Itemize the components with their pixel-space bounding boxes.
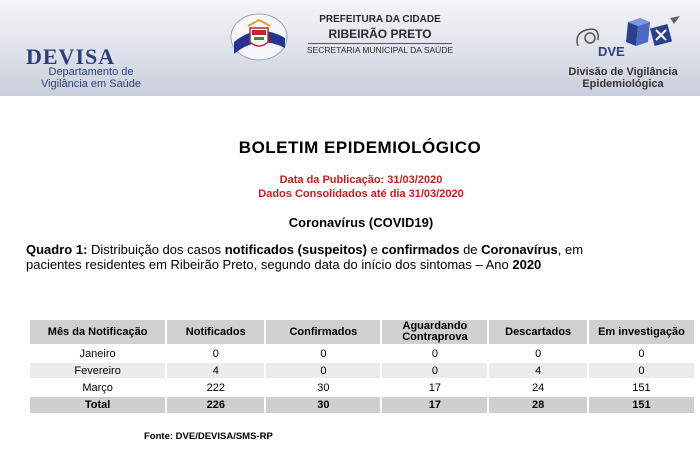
bulletin-title: BOLETIM EPIDEMIOLÓGICO — [238, 138, 482, 157]
dve-caption — [548, 66, 698, 90]
prefeitura-line: PREFEITURA DA CIDADE — [319, 14, 441, 25]
month-cell: Março — [30, 380, 165, 395]
table-cell: 0 — [589, 363, 694, 378]
table-cell: 0 — [167, 346, 264, 361]
consolidated-date: Dados Consolidados até dia 31/03/2020 — [258, 188, 464, 200]
total-label: Total — [30, 397, 165, 413]
table-cell: 30 — [266, 380, 380, 395]
cases-table — [28, 318, 696, 415]
disease-heading: Coronavírus (COVID19) — [288, 215, 434, 230]
table-cell: 0 — [589, 346, 694, 361]
table-row — [30, 363, 694, 378]
devisa-sub-line1: Departamento de — [48, 66, 134, 78]
table-cell: 4 — [167, 363, 264, 378]
publication-info — [0, 173, 700, 201]
table-cell: 222 — [167, 380, 264, 395]
quadro-text: de — [459, 242, 482, 257]
quadro-text: Distribuição dos casos — [87, 242, 225, 257]
prefeitura-divider — [308, 43, 452, 44]
total-row — [30, 397, 694, 413]
table-row — [30, 380, 694, 395]
total-cell: 226 — [167, 397, 264, 413]
column-header: Notificados — [167, 320, 264, 344]
dve-logo-text: DVE — [598, 44, 625, 59]
total-cell: 151 — [589, 397, 694, 413]
secretaria-line: SECRETARIA MUNICIPAL DA SAÚDE — [306, 45, 454, 55]
table-cell: 4 — [489, 363, 587, 378]
quadro-bold: confirmados — [381, 242, 460, 257]
quadro-label: Quadro 1: — [26, 242, 88, 257]
table-cell: 17 — [382, 380, 487, 395]
quadro-bold: notificados (suspeitos) — [224, 242, 367, 257]
dve-line2: Epidemiológica — [582, 78, 664, 90]
devisa-subtitle — [32, 66, 150, 90]
column-header: Em investigação — [589, 320, 694, 344]
city-crest-icon — [230, 12, 288, 62]
table-cell: 151 — [589, 380, 694, 395]
column-header: Aguardando Contraprova — [382, 320, 487, 344]
table-cell: 24 — [489, 380, 587, 395]
month-cell: Fevereiro — [30, 363, 165, 378]
devisa-logo-text: DEVISA — [26, 44, 116, 69]
prefeitura-block — [300, 14, 460, 56]
quadro-text: , em pacientes residentes em Ribeirão Preto, segundo data do início dos sintomas – Ano — [26, 242, 584, 272]
city-name: RIBEIRÃO PRETO — [328, 27, 432, 41]
column-header: Descartados — [489, 320, 587, 344]
column-header: Confirmados — [266, 320, 380, 344]
table-cell: 0 — [382, 363, 487, 378]
quadro-bold: Coronavírus — [481, 242, 558, 257]
table-row — [30, 346, 694, 361]
publication-date: Data da Publicação: 31/03/2020 — [279, 174, 443, 186]
table-cell: 0 — [266, 363, 380, 378]
quadro-text: e — [366, 242, 382, 257]
table-header-row — [30, 320, 694, 344]
table-cell: 0 — [489, 346, 587, 361]
column-header: Mês da Notificação — [30, 320, 165, 344]
source-note: Fonte: DVE/DEVISA/SMS-RP — [144, 431, 273, 442]
total-cell: 30 — [266, 397, 380, 413]
table-cell: 0 — [382, 346, 487, 361]
dve-logo-icon — [570, 16, 680, 62]
month-cell: Janeiro — [30, 346, 165, 361]
devisa-sub-line2: Vigilância em Saúde — [40, 78, 142, 90]
table-cell: 0 — [266, 346, 380, 361]
devisa-logo — [26, 44, 156, 94]
page-header — [0, 0, 700, 96]
quadro-bold: 2020 — [512, 257, 542, 272]
dve-line1: Divisão de Vigilância — [568, 66, 678, 78]
total-cell: 17 — [382, 397, 487, 413]
quadro-description — [26, 242, 586, 272]
total-cell: 28 — [489, 397, 587, 413]
